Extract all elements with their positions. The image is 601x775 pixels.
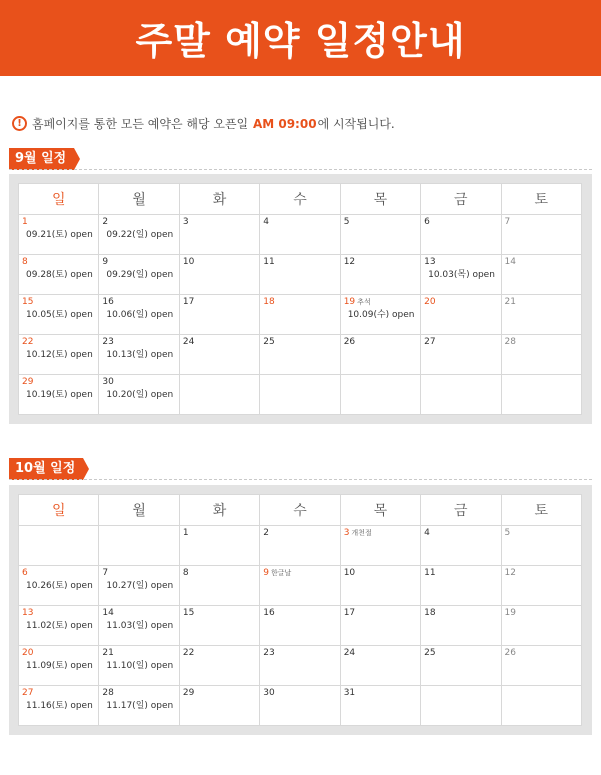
day-line xyxy=(263,257,336,268)
calendar-day-cell xyxy=(19,375,99,415)
day-line xyxy=(102,688,175,699)
day-number: 10 xyxy=(343,568,356,578)
day-line xyxy=(102,648,175,659)
holiday-label: 추석 xyxy=(357,298,371,306)
notice-highlight-time: AM 09:00 xyxy=(252,116,317,131)
day-number: 16 xyxy=(102,297,114,307)
calendar-day-cell xyxy=(340,335,420,375)
calendar-day-cell xyxy=(19,646,99,686)
day-number: 2 xyxy=(102,217,109,227)
calendar-day-cell xyxy=(179,686,259,726)
weekday-cell: 화 xyxy=(179,184,259,215)
day-number: 30 xyxy=(102,377,114,387)
day-line xyxy=(263,688,336,699)
calendar-day-cell xyxy=(179,255,259,295)
october-calendar xyxy=(9,485,592,735)
day-number: 5 xyxy=(504,528,511,538)
day-line xyxy=(263,337,336,348)
calendar-day-cell xyxy=(179,295,259,335)
day-number: 8 xyxy=(22,257,28,267)
day-number: 10 xyxy=(182,257,195,267)
day-number: 22 xyxy=(182,648,195,658)
calendar-day-cell xyxy=(179,646,259,686)
calendar-day-cell xyxy=(99,335,179,375)
calendar-day-cell xyxy=(99,215,179,255)
calendar-day-cell xyxy=(99,686,179,726)
calendar-day-cell xyxy=(421,646,501,686)
reservation-open-date: 10.27(일) open xyxy=(106,581,174,591)
calendar-day-cell xyxy=(19,215,99,255)
day-number: 21 xyxy=(504,297,516,307)
day-number: 6 xyxy=(22,568,28,578)
calendar-day-cell xyxy=(421,686,501,726)
day-line xyxy=(22,377,95,388)
day-line xyxy=(183,257,256,268)
day-number: 1 xyxy=(182,528,189,538)
calendar-day-cell xyxy=(19,255,99,295)
reservation-open-date: 11.10(일) open xyxy=(106,661,174,671)
day-number: 26 xyxy=(343,337,356,347)
weekday-cell: 일 xyxy=(19,184,99,215)
calendar-day-cell xyxy=(421,526,501,566)
day-line xyxy=(22,257,95,268)
calendar-week-row xyxy=(19,375,582,415)
day-line xyxy=(505,648,578,659)
day-number: 15 xyxy=(22,297,34,307)
day-line xyxy=(344,217,417,228)
calendar-day-cell xyxy=(260,375,340,415)
day-number: 12 xyxy=(504,568,516,578)
calendar-day-cell xyxy=(421,335,501,375)
day-number: 9 xyxy=(102,257,109,267)
day-line xyxy=(344,648,417,659)
holiday-label: 한글날 xyxy=(271,569,292,577)
day-number: 8 xyxy=(182,568,189,578)
day-line xyxy=(344,337,417,348)
day-number: 22 xyxy=(22,337,34,347)
day-line xyxy=(505,608,578,619)
day-number: 29 xyxy=(22,377,34,387)
day-number: 23 xyxy=(102,337,114,347)
calendar-day-cell xyxy=(260,295,340,335)
day-line xyxy=(424,297,497,308)
day-number: 4 xyxy=(424,528,430,538)
reservation-open-date: 10.12(토) open xyxy=(26,350,93,360)
day-line xyxy=(263,297,336,308)
day-number: 21 xyxy=(102,648,114,658)
day-line xyxy=(505,257,578,268)
october-tab: 10월 일정 xyxy=(9,458,83,480)
calendar-day-cell xyxy=(260,526,340,566)
day-line xyxy=(424,217,497,228)
weekday-cell: 토 xyxy=(501,495,581,526)
day-number: 14 xyxy=(102,608,114,618)
calendar-day-cell xyxy=(501,215,581,255)
day-line xyxy=(424,608,497,619)
day-number: 19 xyxy=(343,297,356,307)
calendar-day-cell xyxy=(99,375,179,415)
calendar-day-cell xyxy=(19,526,99,566)
calendar-day-cell xyxy=(501,335,581,375)
day-number: 30 xyxy=(263,688,275,698)
day-line xyxy=(263,568,336,579)
day-line xyxy=(22,688,95,699)
day-line xyxy=(505,528,578,539)
weekday-cell: 토 xyxy=(501,184,581,215)
weekday-cell: 일 xyxy=(19,495,99,526)
day-line xyxy=(22,648,95,659)
day-line xyxy=(22,568,95,579)
day-line xyxy=(183,217,256,228)
day-line xyxy=(263,608,336,619)
reservation-open-date: 11.02(토) open xyxy=(26,621,93,631)
day-line xyxy=(505,337,578,348)
day-number: 29 xyxy=(182,688,195,698)
day-line xyxy=(505,297,578,308)
calendar-week-row xyxy=(19,295,582,335)
calendar-day-cell xyxy=(19,606,99,646)
day-number: 3 xyxy=(182,217,189,227)
reservation-open-date: 10.05(토) open xyxy=(26,310,93,320)
day-number: 20 xyxy=(424,297,436,307)
day-number: 18 xyxy=(424,608,436,618)
calendar-day-cell xyxy=(179,606,259,646)
october-calendar-table xyxy=(18,494,582,726)
weekday-cell: 금 xyxy=(421,495,501,526)
day-number: 7 xyxy=(504,217,511,227)
day-line xyxy=(344,688,417,699)
day-line xyxy=(102,568,175,579)
page-title: 주말 예약 일정안내 xyxy=(135,19,466,63)
day-line xyxy=(263,648,336,659)
day-line xyxy=(263,528,336,539)
calendar-day-cell xyxy=(340,526,420,566)
reservation-open-date: 11.03(일) open xyxy=(106,621,174,631)
day-number: 13 xyxy=(424,257,436,267)
day-line xyxy=(424,568,497,579)
calendar-day-cell xyxy=(340,686,420,726)
day-line xyxy=(102,608,175,619)
september-divider xyxy=(9,169,592,170)
calendar-day-cell xyxy=(501,566,581,606)
september-tab: 9월 일정 xyxy=(9,148,74,170)
calendar-day-cell xyxy=(340,295,420,335)
notice-text-after: 에 시작됩니다. xyxy=(317,116,395,131)
day-line xyxy=(102,217,175,228)
day-line xyxy=(424,528,497,539)
calendar-day-cell xyxy=(179,215,259,255)
calendar-day-cell xyxy=(501,606,581,646)
day-number: 14 xyxy=(504,257,516,267)
day-number: 26 xyxy=(504,648,516,658)
calendar-day-cell xyxy=(501,526,581,566)
reservation-open-date: 10.19(토) open xyxy=(26,390,93,400)
day-number: 9 xyxy=(263,568,269,578)
reservation-open-date: 11.17(일) open xyxy=(106,701,174,711)
calendar-day-cell xyxy=(179,375,259,415)
day-number: 20 xyxy=(22,648,34,658)
day-line xyxy=(102,337,175,348)
calendar-day-cell xyxy=(421,566,501,606)
calendar-day-cell xyxy=(99,255,179,295)
calendar-day-cell xyxy=(501,646,581,686)
day-number: 24 xyxy=(182,337,195,347)
header-banner xyxy=(0,0,601,76)
weekday-header xyxy=(19,495,582,526)
calendar-week-row xyxy=(19,335,582,375)
calendar-day-cell xyxy=(19,335,99,375)
day-line xyxy=(22,337,95,348)
reservation-open-date: 09.21(토) open xyxy=(26,230,93,240)
calendar-day-cell xyxy=(421,255,501,295)
day-number: 5 xyxy=(343,217,350,227)
reservation-open-date: 09.22(일) open xyxy=(106,230,174,240)
october-divider xyxy=(9,479,592,480)
calendar-week-row xyxy=(19,686,582,726)
calendar-day-cell xyxy=(340,646,420,686)
day-number: 28 xyxy=(102,688,114,698)
notice-line xyxy=(12,114,395,132)
calendar-day-cell xyxy=(260,646,340,686)
calendar-day-cell xyxy=(421,606,501,646)
day-line xyxy=(505,217,578,228)
day-number: 27 xyxy=(22,688,34,698)
day-line xyxy=(424,257,497,268)
day-line xyxy=(424,648,497,659)
calendar-week-row xyxy=(19,255,582,295)
day-line xyxy=(183,337,256,348)
exclamation-icon: ! xyxy=(12,116,27,131)
calendar-day-cell xyxy=(501,375,581,415)
day-number: 18 xyxy=(263,297,275,307)
day-number: 1 xyxy=(22,217,28,227)
calendar-day-cell xyxy=(260,686,340,726)
calendar-day-cell xyxy=(340,375,420,415)
weekday-cell: 화 xyxy=(179,495,259,526)
day-line xyxy=(22,297,95,308)
weekday-cell: 목 xyxy=(340,495,420,526)
calendar-day-cell xyxy=(340,566,420,606)
day-number: 17 xyxy=(182,297,195,307)
day-line xyxy=(183,688,256,699)
calendar-day-cell xyxy=(179,566,259,606)
day-number: 13 xyxy=(22,608,34,618)
weekday-header xyxy=(19,184,582,215)
weekday-cell: 월 xyxy=(99,495,179,526)
day-line xyxy=(505,568,578,579)
day-line xyxy=(344,608,417,619)
day-number: 2 xyxy=(263,528,269,538)
calendar-week-row xyxy=(19,566,582,606)
calendar-day-cell xyxy=(99,295,179,335)
day-number: 31 xyxy=(343,688,356,698)
day-number: 19 xyxy=(504,608,516,618)
weekday-cell: 금 xyxy=(421,184,501,215)
day-line xyxy=(102,377,175,388)
calendar-day-cell xyxy=(340,215,420,255)
day-number: 25 xyxy=(424,648,436,658)
day-line xyxy=(183,648,256,659)
day-line xyxy=(102,257,175,268)
calendar-day-cell xyxy=(260,606,340,646)
calendar-day-cell xyxy=(501,686,581,726)
calendar-day-cell xyxy=(260,255,340,295)
day-number: 27 xyxy=(424,337,436,347)
calendar-day-cell xyxy=(19,566,99,606)
day-line xyxy=(102,297,175,308)
day-line xyxy=(22,217,95,228)
calendar-day-cell xyxy=(421,375,501,415)
day-number: 12 xyxy=(343,257,356,267)
calendar-day-cell xyxy=(340,606,420,646)
day-number: 25 xyxy=(263,337,275,347)
day-number: 28 xyxy=(504,337,516,347)
day-number: 11 xyxy=(424,568,436,578)
day-line xyxy=(183,568,256,579)
calendar-day-cell xyxy=(99,646,179,686)
reservation-open-date: 10.09(수) open xyxy=(347,310,415,320)
reservation-open-date: 10.20(일) open xyxy=(106,390,174,400)
reservation-open-date: 11.09(토) open xyxy=(26,661,93,671)
reservation-open-date: 09.28(토) open xyxy=(26,270,93,280)
day-number: 15 xyxy=(182,608,195,618)
day-line xyxy=(344,297,417,308)
day-line xyxy=(183,297,256,308)
reservation-open-date: 10.13(일) open xyxy=(106,350,174,360)
day-number: 11 xyxy=(263,257,275,267)
calendar-day-cell xyxy=(260,335,340,375)
day-line xyxy=(183,528,256,539)
calendar-day-cell xyxy=(421,215,501,255)
weekday-cell: 월 xyxy=(99,184,179,215)
weekday-cell: 목 xyxy=(340,184,420,215)
calendar-day-cell xyxy=(260,566,340,606)
day-line xyxy=(424,337,497,348)
day-line xyxy=(344,528,417,539)
calendar-day-cell xyxy=(179,526,259,566)
reservation-open-date: 09.29(일) open xyxy=(106,270,174,280)
day-number: 16 xyxy=(263,608,275,618)
day-number: 3 xyxy=(343,528,350,538)
notice-text xyxy=(32,115,395,132)
calendar-week-row xyxy=(19,606,582,646)
weekday-cell: 수 xyxy=(260,184,340,215)
calendar-day-cell xyxy=(99,566,179,606)
day-number: 7 xyxy=(102,568,109,578)
reservation-open-date: 10.06(일) open xyxy=(106,310,174,320)
calendar-day-cell xyxy=(99,526,179,566)
calendar-day-cell xyxy=(99,606,179,646)
calendar-day-cell xyxy=(179,335,259,375)
calendar-day-cell xyxy=(340,255,420,295)
reservation-open-date: 10.26(토) open xyxy=(26,581,93,591)
notice-text-before: 홈페이지를 통한 모든 예약은 해당 오픈일 xyxy=(32,116,252,131)
september-calendar-table xyxy=(18,183,582,415)
calendar-day-cell xyxy=(421,295,501,335)
september-calendar xyxy=(9,174,592,424)
day-line xyxy=(22,608,95,619)
day-line xyxy=(344,568,417,579)
calendar-week-row xyxy=(19,215,582,255)
day-line xyxy=(183,608,256,619)
day-line xyxy=(344,257,417,268)
calendar-day-cell xyxy=(19,686,99,726)
weekday-cell: 수 xyxy=(260,495,340,526)
day-number: 17 xyxy=(343,608,356,618)
calendar-day-cell xyxy=(501,295,581,335)
day-number: 6 xyxy=(424,217,430,227)
reservation-open-date: 10.03(목) open xyxy=(428,270,495,280)
calendar-day-cell xyxy=(19,295,99,335)
day-number: 24 xyxy=(343,648,356,658)
calendar-week-row xyxy=(19,526,582,566)
holiday-label: 개천절 xyxy=(351,529,372,537)
day-number: 4 xyxy=(263,217,269,227)
reservation-open-date: 11.16(토) open xyxy=(26,701,93,711)
calendar-day-cell xyxy=(260,215,340,255)
day-number: 23 xyxy=(263,648,275,658)
calendar-day-cell xyxy=(501,255,581,295)
day-line xyxy=(263,217,336,228)
calendar-week-row xyxy=(19,646,582,686)
